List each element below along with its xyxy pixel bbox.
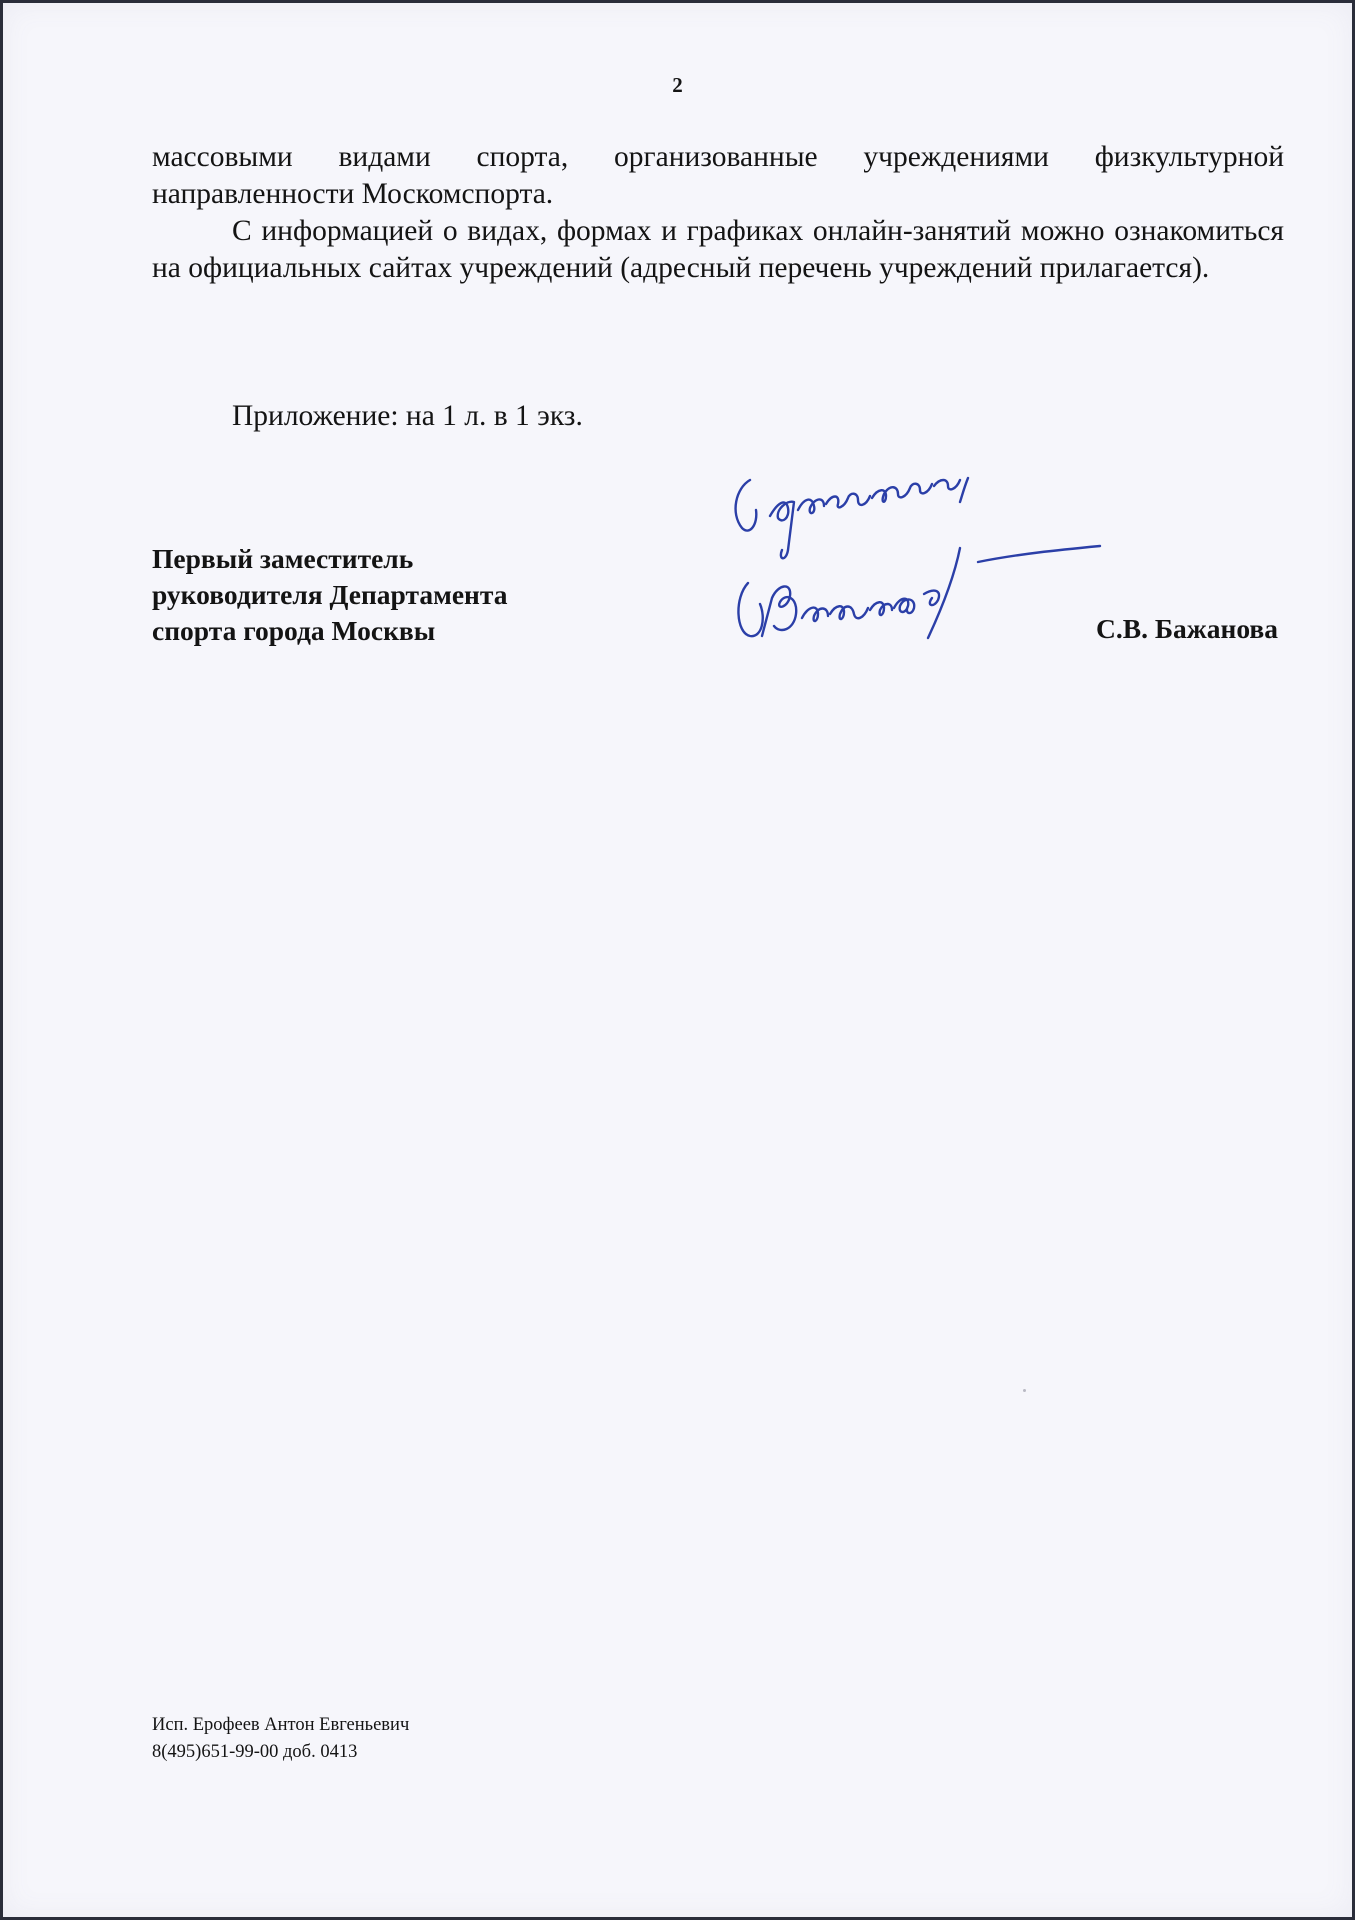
- signature-name-stroke: [802, 608, 828, 621]
- executor-info: [152, 1712, 409, 1766]
- signature-note-stroke: [736, 480, 757, 531]
- scan-speck: [1023, 1389, 1026, 1392]
- signatory-title-line: спорта города Москвы: [152, 615, 436, 646]
- paragraph-continuation: массовыми видами спорта, организованные учреждениями физкультурной направленности Москомспорта.: [152, 141, 1284, 210]
- page-number: 2: [672, 73, 683, 97]
- signatory-name: С.В. Бажанова: [1096, 613, 1278, 644]
- executor-name: Исп. Ерофеев Антон Евгеньевич: [152, 1715, 410, 1735]
- paragraph-online-info: С информацией о видах, формах и графиках онлайн-занятий можно ознакомиться на официальных сайтах учреждений (адресный перечень учреждений прилагается).: [152, 215, 1284, 284]
- body-text: [152, 139, 1284, 287]
- executor-phone: 8(495)651-99-00 доб. 0413: [152, 1742, 358, 1762]
- signature-name-stroke: [978, 546, 1100, 562]
- signature-note-stroke: [798, 499, 824, 513]
- signatory-title-line: руководителя Департамента: [152, 579, 508, 610]
- signature-name-stroke: [870, 602, 892, 615]
- signature-note-stroke: [826, 494, 870, 508]
- signature-name-stroke: [928, 548, 960, 638]
- signature-note-stroke: [960, 478, 968, 502]
- signature-name-stroke: [830, 606, 868, 619]
- signature-name-stroke: [762, 586, 796, 636]
- signature-name-stroke: [894, 599, 914, 613]
- handwritten-signature: [728, 458, 1128, 668]
- signature-note-stroke: [770, 502, 794, 559]
- signatory-title: [152, 541, 507, 649]
- document-page: [3, 3, 1352, 1917]
- signature-note-stroke: [934, 480, 960, 489]
- attachment-note: Приложение: на 1 л. в 1 экз.: [232, 400, 583, 432]
- signatory-title-line: Первый заместитель: [152, 543, 414, 574]
- signature-name-stroke: [924, 591, 939, 605]
- signature-note-stroke: [872, 484, 932, 502]
- signature-name-stroke: [738, 583, 762, 636]
